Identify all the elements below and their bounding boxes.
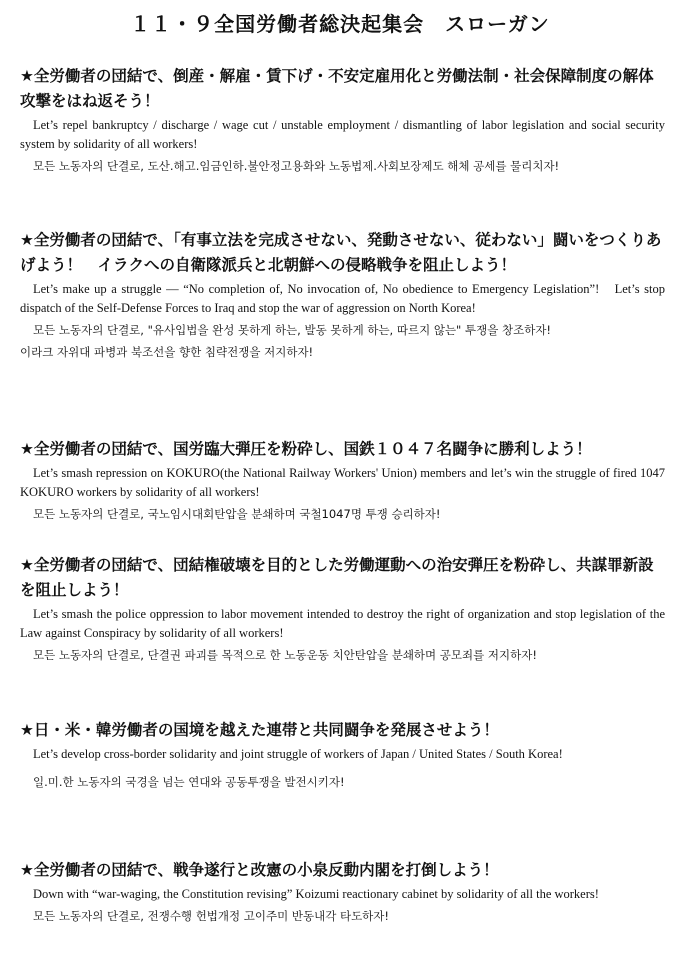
slogan-5: [20, 718, 665, 792]
slogan-korean: 모든 노동자의 단결로, 도산.해고.임금인하.불안정고용화와 노동법제.사회보장제도 해체 공세를 물리치자!: [33, 159, 560, 173]
slogan-4: [20, 553, 665, 665]
slogan-heading: ★全労働者の団結で、倒産・解雇・賃下げ・不安定雇用化と労働法制・社会保障制度の解体攻撃をはね返そう！: [20, 67, 654, 110]
slogan-english: Let’s make up a struggle — “No completion of, No invocation of, No obedience to Emergency Legislation”! Let’s stop dispatch of the Self-Defense Forces to Iraq and stop the war of aggression on North Korea!: [20, 282, 665, 315]
slogan-heading: ★日・米・韓労働者の国境を越えた連帯と共同闘争を発展させよう！: [20, 721, 499, 739]
slogan-6: [20, 858, 665, 926]
slogan-english: Down with “war-waging, the Constitution revising” Koizumi reactionary cabinet by solidarity of all the workers!: [33, 887, 599, 901]
slogan-1: [20, 64, 665, 176]
slogan-korean: 모든 노동자의 단결로, 단결권 파괴를 목적으로 한 노동운동 치안탄압을 분쇄하며 공모죄를 저지하자!: [33, 648, 537, 662]
slogan-3: [20, 437, 665, 524]
slogan-english: Let’s smash the police oppression to labor movement intended to destroy the right of organization and stop legislation of the Law against Conspiracy by solidarity of all workers!: [20, 607, 665, 640]
slogan-heading: ★全労働者の団結で、国労臨大弾圧を粉砕し、国鉄１０４７名闘争に勝利しよう！: [20, 440, 592, 458]
slogan-korean: 모든 노동자의 단결로, 전쟁수행 헌법개정 고이주미 반동내각 타도하자!: [33, 909, 390, 923]
page-title: １１・９全国労働者総決起集会 スローガン: [130, 12, 550, 36]
slogan-heading: ★全労働者の団結で、戦争遂行と改憲の小泉反動内閣を打倒しよう！: [20, 861, 499, 879]
slogan-korean: 일.미.한 노동자의 국경을 넘는 연대와 공동투쟁을 발전시키자!: [33, 775, 345, 789]
slogan-2: [20, 228, 665, 362]
slogan-heading: ★全労働者の団結で、「有事立法を完成させない、発動させない、従わない」闘いをつくりあげよう！ イラクへの自衛隊派兵と北朝鮮への侵略戦争を阻止しよう！: [20, 231, 662, 274]
slogan-heading: ★全労働者の団結で、団結権破壊を目的とした労働運動への治安弾圧を粉砕し、共謀罪新設を阻止しよう！: [20, 556, 654, 599]
slogan-korean: 모든 노동자의 단결로, 국노임시대회탄압을 분쇄하며 국철1047명 투쟁 승리하자!: [33, 507, 441, 521]
slogan-korean: 모든 노동자의 단결로, "유사입법을 완성 못하게 하는, 발동 못하게 하는, 따르지 않는" 투쟁을 창조하자!: [33, 323, 552, 337]
slogan-english: Let’s repel bankruptcy / discharge / wage cut / unstable employment / dismantling of labor legislation and social security system by solidarity of all workers!: [20, 118, 665, 151]
slogan-english: Let’s smash repression on KOKURO(the National Railway Workers' Union) members and let’s win the struggle of fired 1047 KOKURO workers by solidarity of all workers!: [20, 466, 665, 499]
slogan-english: Let’s develop cross-border solidarity and joint struggle of workers of Japan / United States / South Korea!: [33, 747, 563, 761]
slogan-korean-extra: 이라크 자위대 파병과 북조선을 향한 침략전쟁을 저지하자!: [20, 345, 314, 359]
